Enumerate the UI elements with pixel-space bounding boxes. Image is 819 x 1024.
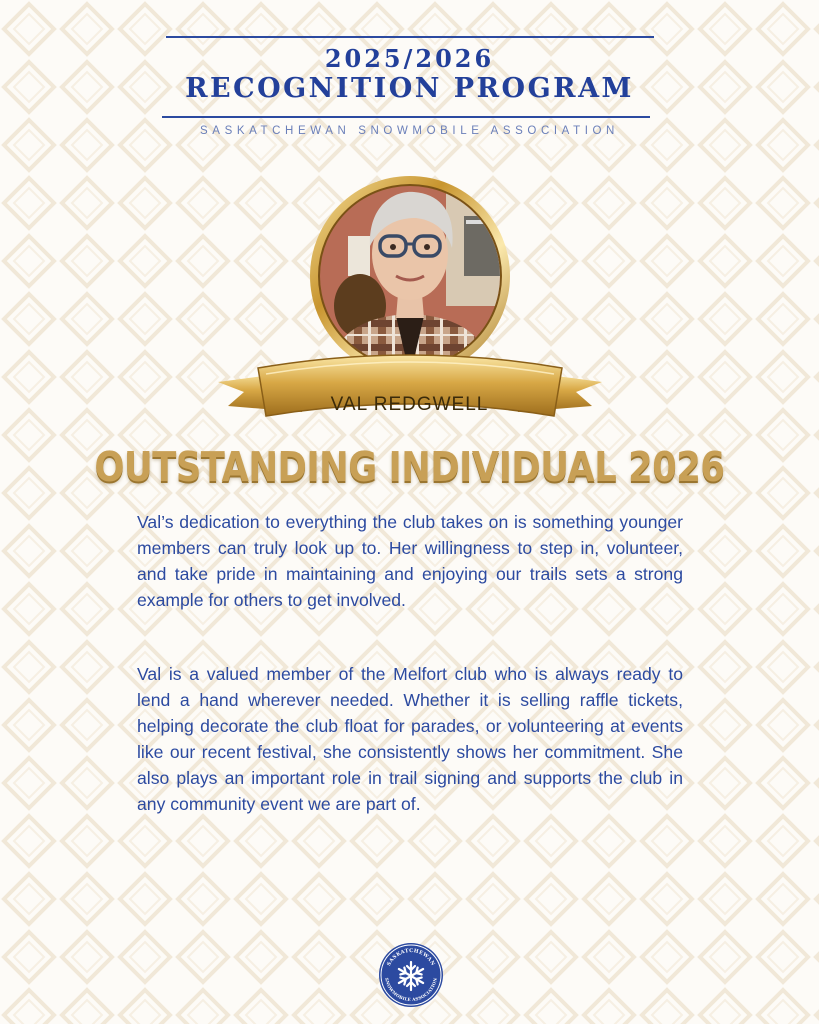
association-logo [378, 942, 444, 1008]
honoree-name: VAL REDGWELL [330, 394, 489, 415]
portrait-medallion [210, 176, 610, 428]
association-name: SASKATCHEWAN SNOWMOBILE ASSOCIATION [200, 125, 619, 137]
program-year: 2025/2026 [324, 44, 495, 73]
header-bottom-rule [162, 116, 650, 118]
logo-text-bottom: SNOWMOBILE ASSOCIATION [384, 977, 438, 1003]
logo-text-top: SASKATCHEWAN [386, 947, 436, 968]
description-paragraph-2: Val is a valued member of the Melfort club who is always ready to lend a hand wherever needed. Whether it is selling raffle tickets, helping decorate the club float for parades, or volunteering at events like our recent festival, she consistently shows her commitment. She also plays an important role in trail signing and supports the club in any community event we are part of. [137, 664, 683, 814]
program-title: RECOGNITION PROGRAM [185, 73, 634, 104]
award-title: OUTSTANDING INDIVIDUAL 2026 [94, 443, 725, 491]
header-top-rule [166, 36, 654, 38]
description-paragraph-1: Val’s dedication to everything the club takes on is something younger members can truly look up to. Her willingness to step in, volunteer, and take pride in maintaining and enjoying our trails sets a strong example for others to get involved. [137, 512, 683, 610]
